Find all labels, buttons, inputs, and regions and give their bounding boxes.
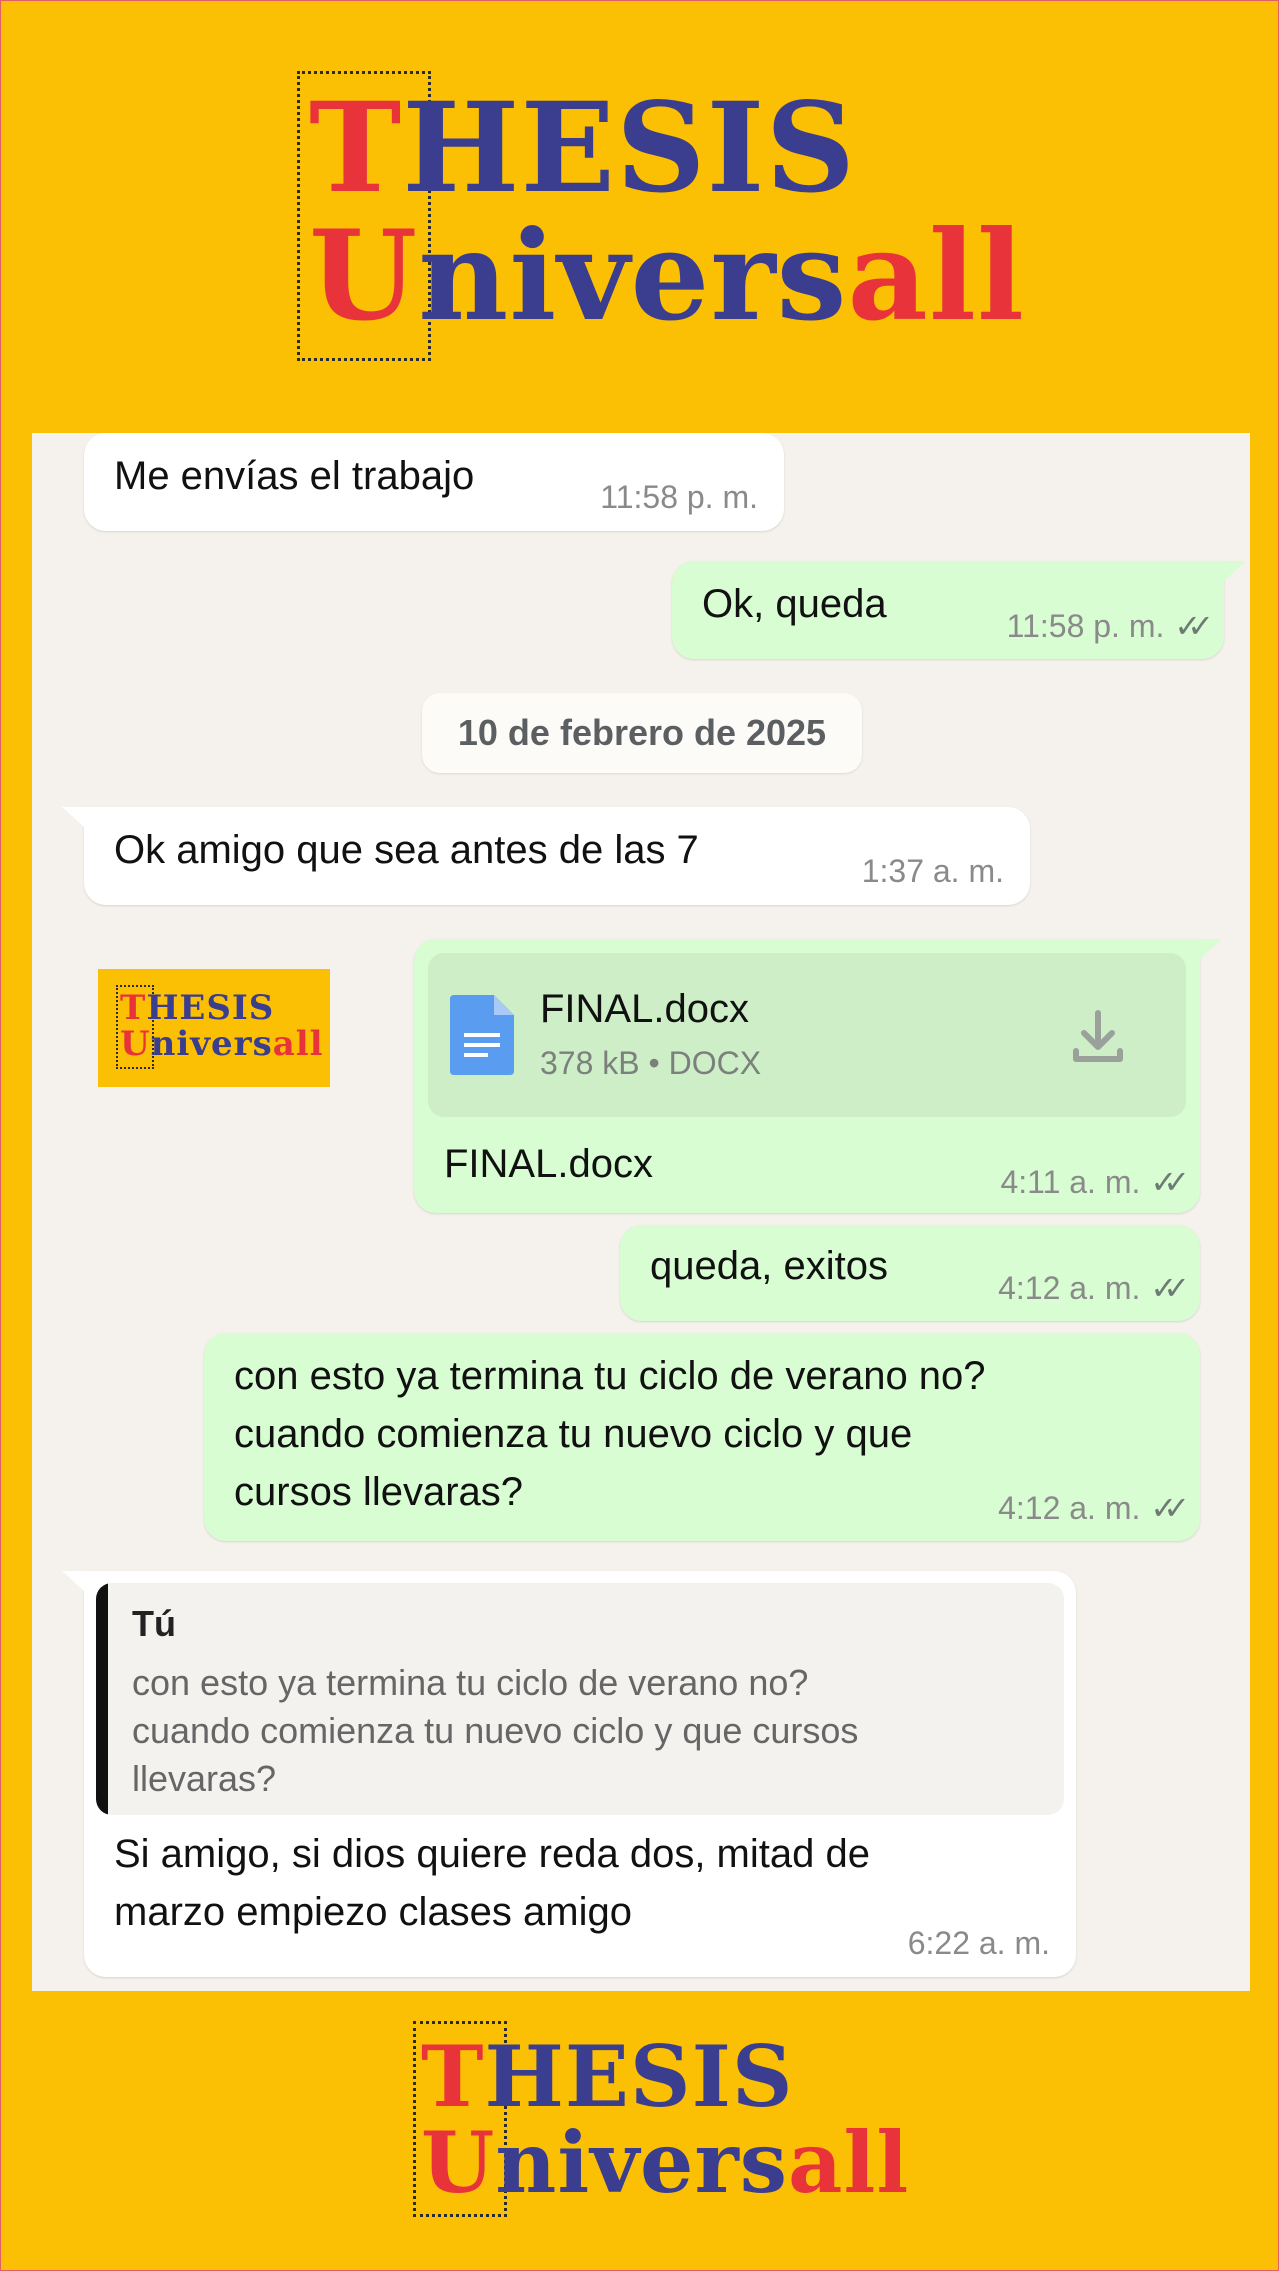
message-time: 4:12 a. m. xyxy=(998,1490,1141,1526)
logo-word-all: all xyxy=(847,204,1026,349)
document-name: FINAL.docx xyxy=(540,987,749,1031)
double-check-icon: ✓✓ xyxy=(1150,1490,1176,1526)
date-separator: 10 de febrero de 2025 xyxy=(422,693,862,773)
quoted-message[interactable] xyxy=(96,1583,1064,1815)
quote-line: cuando comienza tu nuevo ciclo y que cursos xyxy=(132,1710,859,1751)
download-icon[interactable] xyxy=(1068,1007,1128,1067)
quote-bar xyxy=(96,1583,108,1815)
logo-word-hesis: HESIS xyxy=(484,2027,794,2126)
message-line: con esto ya termina tu ciclo de verano no? xyxy=(234,1354,986,1398)
quote-line: con esto ya termina tu ciclo de verano no? xyxy=(132,1662,809,1703)
message-time: 4:12 a. m. xyxy=(998,1270,1141,1306)
logo-letter-u: U xyxy=(309,204,419,349)
document-card[interactable] xyxy=(428,953,1186,1117)
logo-word-hesis: HESIS xyxy=(402,76,857,221)
top-banner xyxy=(1,1,1278,433)
document-icon xyxy=(450,995,514,1075)
message-outgoing[interactable] xyxy=(672,561,1224,659)
message-text: Ok amigo que sea antes de las 7 xyxy=(114,828,699,872)
message-line: cursos llevaras? xyxy=(234,1470,524,1514)
double-check-icon: ✓✓ xyxy=(1150,1164,1176,1200)
message-text: Me envías el trabajo xyxy=(114,454,475,498)
message-time: 1:37 a. m. xyxy=(861,853,1004,889)
message-line: Si amigo, si dios quiere reda dos, mitad de xyxy=(114,1832,870,1876)
logo-letter-u: U xyxy=(421,2113,496,2212)
quote-text xyxy=(132,1659,858,1803)
message-incoming[interactable] xyxy=(84,807,1030,905)
chat-area[interactable] xyxy=(32,433,1250,1991)
logo-word-nivers: nivers xyxy=(418,204,848,349)
document-info: 378 kB • DOCX xyxy=(540,1045,762,1081)
file-type: DOCX xyxy=(668,1045,762,1081)
logo-word-nivers: nivers xyxy=(495,2113,789,2212)
message-incoming[interactable] xyxy=(84,433,784,531)
message-time: 11:58 p. m. xyxy=(600,479,758,515)
message-outgoing[interactable] xyxy=(620,1225,1200,1321)
message-text: queda, exitos xyxy=(650,1244,888,1288)
message-line: marzo empiezo clases amigo xyxy=(114,1890,632,1934)
quote-line: llevaras? xyxy=(132,1758,277,1799)
message-time: 6:22 a. m. xyxy=(907,1925,1050,1961)
bubble-tail xyxy=(62,1571,84,1591)
bubble-tail xyxy=(62,807,84,827)
bottom-banner xyxy=(1,1991,1278,2270)
message-time: 4:11 a. m. xyxy=(1000,1164,1141,1200)
brand-logo-bottom xyxy=(413,2021,913,2221)
bubble-tail xyxy=(1224,561,1246,581)
bubble-tail xyxy=(1200,939,1222,959)
message-outgoing-document[interactable] xyxy=(414,939,1200,1213)
quote-author: Tú xyxy=(132,1603,176,1644)
file-size: 378 kB xyxy=(540,1045,640,1081)
double-check-icon: ✓✓ xyxy=(1150,1270,1176,1306)
message-outgoing[interactable] xyxy=(204,1333,1200,1541)
message-line: cuando comienza tu nuevo ciclo y que xyxy=(234,1412,913,1456)
logo-letter-t: T xyxy=(309,76,403,221)
message-time: 11:58 p. m. xyxy=(1006,608,1165,644)
message-text: Ok, queda xyxy=(702,582,887,626)
double-check-icon: ✓✓ xyxy=(1174,608,1200,644)
message-incoming-reply[interactable] xyxy=(84,1571,1076,1977)
logo-word-all: all xyxy=(788,2113,910,2212)
document-caption: FINAL.docx xyxy=(444,1142,653,1186)
brand-logo-thumbnail: THESIS Universall xyxy=(98,969,330,1087)
brand-logo-large xyxy=(297,65,1026,365)
logo-letter-t: T xyxy=(421,2027,485,2126)
